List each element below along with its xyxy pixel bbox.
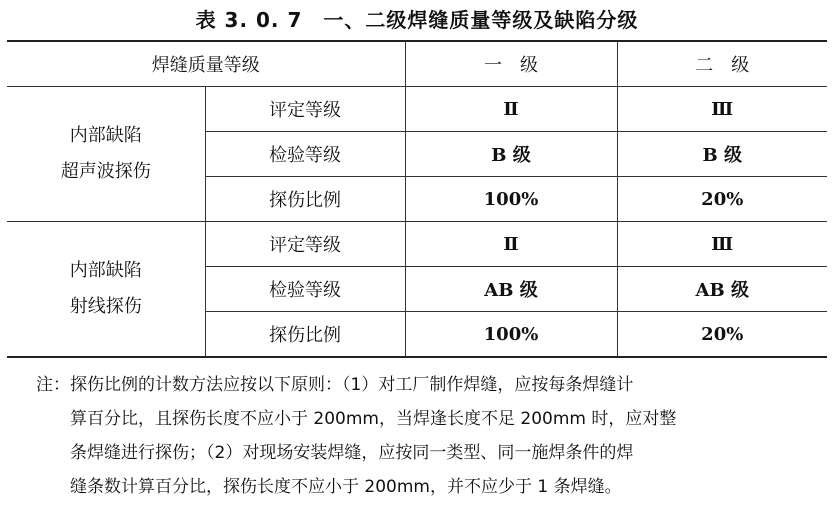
row-label: 探伤比例 <box>205 312 405 358</box>
row-label: 评定等级 <box>205 222 405 267</box>
cell-grade-2: 20% <box>617 312 827 358</box>
row-label: 检验等级 <box>205 267 405 312</box>
header-grade-1: 一 级 <box>405 41 617 87</box>
group-name-line2: 超声波探伤 <box>60 161 151 182</box>
note-line: 注：探伤比例的计数方法应按以下原则：（1）对工厂制作焊缝，应按每条焊缝计 <box>36 375 634 395</box>
cell-grade-1: AB 级 <box>405 267 617 312</box>
group-name-line1: 内部缺陷 <box>69 125 142 146</box>
row-label: 检验等级 <box>205 132 405 177</box>
group-name-line2: 射线探伤 <box>69 296 142 317</box>
row-label: 评定等级 <box>205 87 405 132</box>
cell-grade-1: Ⅱ <box>405 87 617 132</box>
note-line: 缝条数计算百分比，探伤长度不应小于 200mm，并不应少于 1 条焊缝。 <box>70 477 622 497</box>
grade-table-container <box>7 40 827 358</box>
header-quality-grade: 焊缝质量等级 <box>7 41 405 87</box>
cell-grade-1: B 级 <box>405 132 617 177</box>
cell-grade-2: Ⅲ <box>617 222 827 267</box>
cell-grade-1: 100% <box>405 177 617 222</box>
table-row <box>7 87 827 132</box>
grade-table <box>7 40 827 358</box>
cell-grade-2: B 级 <box>617 132 827 177</box>
header-grade-2: 二 级 <box>617 41 827 87</box>
cell-grade-2: Ⅲ <box>617 87 827 132</box>
group-radiographic <box>7 222 205 358</box>
note-line: 算百分比，且探伤长度不应小于 200mm，当焊逢长度不足 200mm 时，应对整 <box>70 409 677 429</box>
table-title: 表 3. 0. 7 一、二级焊缝质量等级及缺陷分级 <box>195 8 639 32</box>
cell-grade-1: 100% <box>405 312 617 358</box>
cell-grade-2: 20% <box>617 177 827 222</box>
row-label: 探伤比例 <box>205 177 405 222</box>
cell-grade-1: Ⅱ <box>405 222 617 267</box>
table-header-row <box>7 41 827 87</box>
table-note <box>36 368 828 504</box>
table-row <box>7 222 827 267</box>
cell-grade-2: AB 级 <box>617 267 827 312</box>
note-line: 条焊缝进行探伤；（2）对现场安装焊缝，应按同一类型、同一施焊条件的焊 <box>70 443 634 463</box>
group-name-line1: 内部缺陷 <box>69 260 142 281</box>
group-ultrasonic <box>7 87 205 222</box>
